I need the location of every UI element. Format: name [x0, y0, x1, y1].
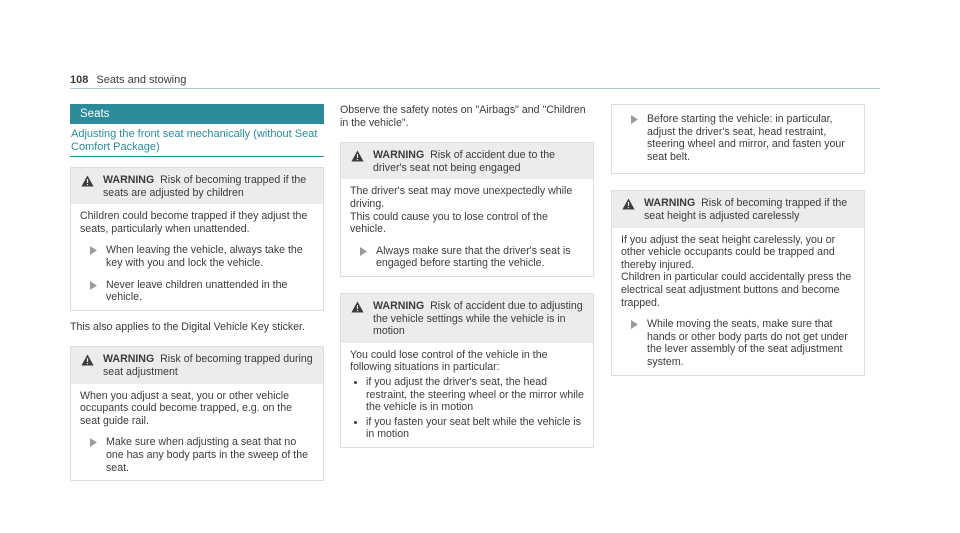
warning-header [341, 143, 593, 179]
step-arrow-icon [631, 115, 638, 124]
warning-triangle-icon [622, 198, 635, 210]
instruction-step [350, 245, 584, 270]
instruction-step [80, 244, 314, 269]
warning-label: WARNING [103, 353, 155, 366]
warning-triangle-icon [81, 175, 94, 187]
bullet-text: if you fasten your seat belt while the vehicle is in motion [366, 415, 581, 441]
bullet-text: if you adjust the driver's seat, the head restraint, the steering wheel or the mirror while the vehicle is in motion [366, 375, 584, 414]
warning-title: Risk of becoming trapped if the seats are adjusted by children [103, 174, 307, 199]
bullet-dot-icon [354, 421, 357, 424]
warning-header [71, 168, 323, 204]
warning-label: WARNING [644, 197, 696, 210]
warning-triangle-icon [351, 301, 364, 313]
warning-text: When you adjust a seat, you or other vehicle occupants could become trapped, e.g. on the seat guide rail. [80, 389, 293, 427]
instruction-step [621, 318, 855, 368]
warning-body [612, 228, 864, 375]
step-text: Before starting the vehicle: in particular, adjust the driver's seat, head restraint, steering wheel and mirror, and fasten your seat belt. [647, 113, 845, 163]
warning-title: Risk of becoming trapped if the seat height is adjusted carelessly [644, 197, 848, 222]
section-title: Seats [70, 104, 324, 124]
note-text: This also applies to the Digital Vehicle Key sticker. [70, 320, 305, 333]
bullet-item [350, 376, 584, 414]
step-arrow-icon [90, 246, 97, 255]
page-header [70, 74, 880, 89]
step-text: Always make sure that the driver's seat is engaged before starting the vehicle. [376, 244, 571, 270]
warning-label: WARNING [373, 299, 425, 312]
instruction-step [621, 113, 855, 163]
warning-box [70, 346, 324, 481]
step-text: Make sure when adjusting a seat that no one has any body parts in the sweep of the seat. [106, 436, 309, 474]
intro-text: Observe the safety notes on "Airbags" and "Children in the vehicle". [340, 104, 586, 129]
column-2 [340, 104, 594, 448]
column-1 [70, 104, 324, 481]
step-arrow-icon [90, 438, 97, 447]
warning-triangle-icon [81, 354, 94, 366]
step-arrow-icon [90, 281, 97, 290]
warning-text: If you adjust the seat height carelessly, you or other vehicle occupants could be trapped and thereby injured. [621, 233, 836, 271]
warning-box [340, 293, 594, 448]
instruction-box [611, 104, 865, 174]
warning-body [341, 179, 593, 276]
subheading: Adjusting the front seat mechanically (without Seat Comfort Package) [70, 128, 324, 157]
instruction-step [80, 279, 314, 304]
warning-box [611, 190, 865, 375]
warning-title: Risk of accident due to adjusting the vehicle settings while the vehicle is in motion [373, 299, 583, 338]
bullet-dot-icon [354, 381, 357, 384]
step-text: While moving the seats, make sure that hands or other body parts do not get under the lever assembly of the seat adjustment system. [647, 318, 848, 368]
step-arrow-icon [360, 247, 367, 256]
warning-header [71, 347, 323, 383]
warning-title: Risk of accident due to the driver's seat not being engaged [373, 149, 556, 174]
warning-header [612, 191, 864, 227]
warning-body [341, 343, 593, 447]
warning-text: Children could become trapped if they adjust the seats, particularly when unattended. [80, 210, 308, 235]
warning-header [341, 294, 593, 343]
step-text: When leaving the vehicle, always take the key with you and lock the vehicle. [106, 244, 303, 269]
warning-body [71, 384, 323, 481]
warning-label: WARNING [103, 174, 155, 186]
warning-box [340, 142, 594, 277]
step-arrow-icon [631, 320, 638, 329]
warning-text: This could cause you to lose control of the vehicle. [350, 210, 548, 236]
warning-text: You could lose control of the vehicle in the following situations in particular: [350, 348, 548, 374]
warning-text: The driver's seat may move unexpectedly while driving. [350, 185, 573, 210]
chapter-title: Seats and stowing [96, 74, 187, 86]
page-number: 108 [70, 74, 89, 86]
step-text: Never leave children unattended in the vehicle. [106, 278, 288, 304]
warning-box [70, 167, 324, 311]
warning-triangle-icon [351, 150, 364, 162]
column-3 [611, 104, 865, 376]
instruction-step [80, 436, 314, 474]
bullet-item [350, 416, 584, 441]
warning-title: Risk of becoming trapped during seat adjustment [103, 353, 313, 378]
warning-text: Children in particular could accidentally press the electrical seat adjustment buttons and become trapped. [621, 271, 852, 309]
warning-body [71, 204, 323, 310]
warning-label: WARNING [373, 149, 425, 162]
